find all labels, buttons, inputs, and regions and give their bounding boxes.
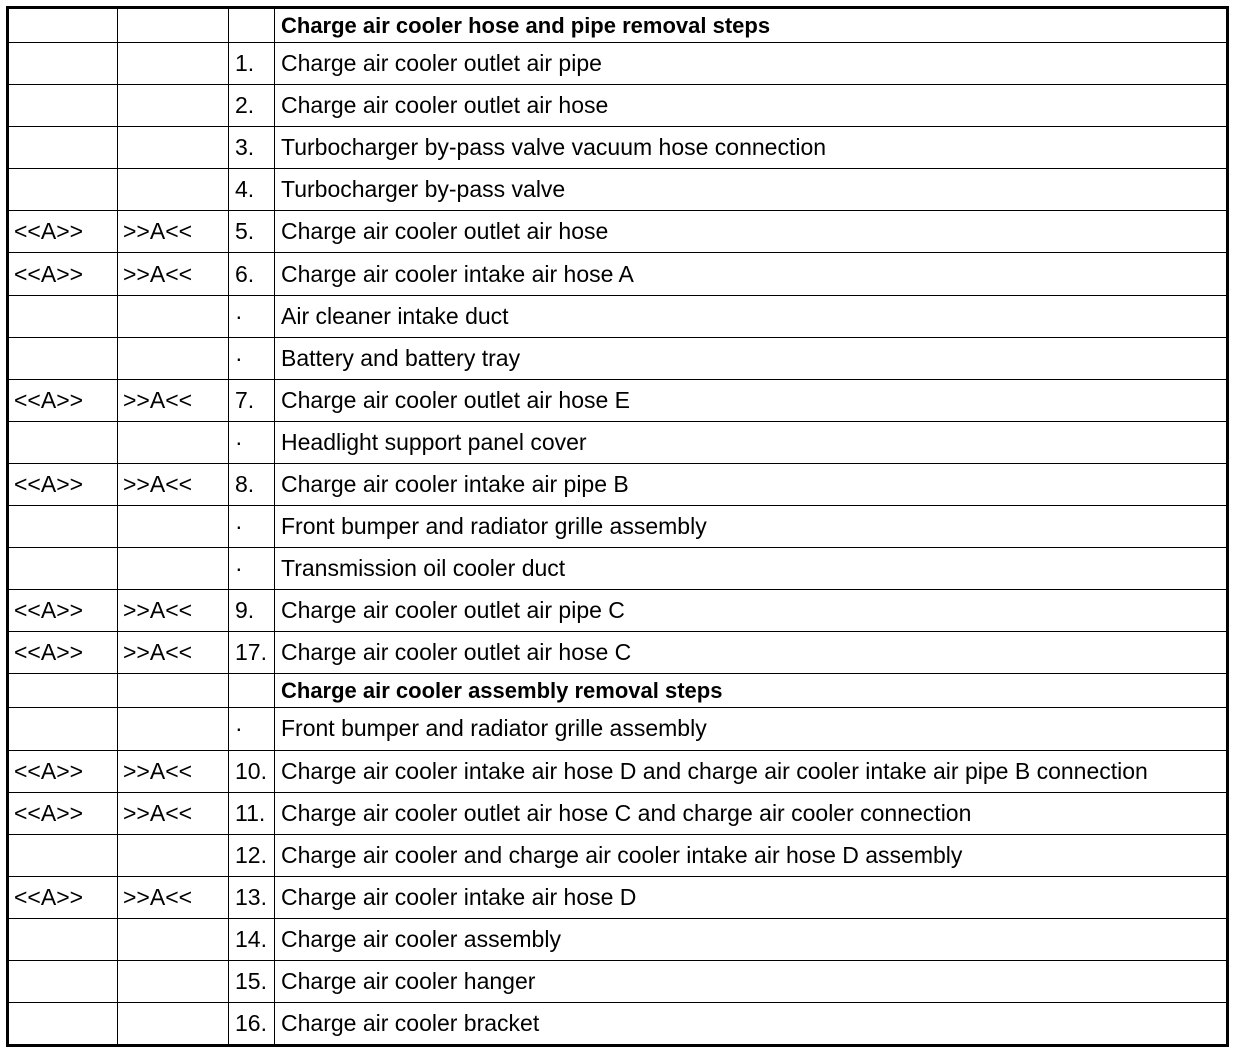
table-row — [8, 463, 1228, 505]
step-number-cell: 10. — [229, 750, 275, 792]
table-row — [8, 590, 1228, 632]
table-row — [8, 421, 1228, 463]
table-row — [8, 253, 1228, 295]
installation-reference-cell: >>A<< — [118, 211, 229, 253]
installation-reference-cell — [118, 127, 229, 169]
step-number-cell: 1. — [229, 43, 275, 85]
removal-reference-cell — [8, 337, 118, 379]
step-number-cell: 5. — [229, 211, 275, 253]
table-row — [8, 379, 1228, 421]
step-number-cell: 2. — [229, 85, 275, 127]
installation-reference-cell — [118, 506, 229, 548]
removal-reference-cell — [8, 43, 118, 85]
installation-reference-cell: >>A<< — [118, 590, 229, 632]
table-row — [8, 834, 1228, 876]
step-description-cell: Charge air cooler assembly — [275, 918, 1228, 960]
step-description-cell: Front bumper and radiator grille assembly — [275, 708, 1228, 750]
section-title-cell: Charge air cooler assembly removal steps — [275, 674, 1228, 708]
removal-reference-cell — [8, 295, 118, 337]
step-number-cell: 4. — [229, 169, 275, 211]
table-row — [8, 960, 1228, 1002]
installation-reference-cell — [118, 169, 229, 211]
step-description-cell: Transmission oil cooler duct — [275, 548, 1228, 590]
section-title-cell: Charge air cooler hose and pipe removal steps — [275, 8, 1228, 43]
removal-reference-cell — [8, 674, 118, 708]
installation-reference-cell: >>A<< — [118, 379, 229, 421]
removal-reference-cell — [8, 85, 118, 127]
removal-reference-cell: <<A>> — [8, 211, 118, 253]
installation-reference-cell — [118, 85, 229, 127]
removal-reference-cell — [8, 834, 118, 876]
removal-reference-cell: <<A>> — [8, 379, 118, 421]
removal-reference-cell: <<A>> — [8, 632, 118, 674]
step-number-cell: 3. — [229, 127, 275, 169]
step-number-cell: 9. — [229, 590, 275, 632]
step-description-cell: Headlight support panel cover — [275, 421, 1228, 463]
installation-reference-cell — [118, 674, 229, 708]
removal-reference-cell: <<A>> — [8, 792, 118, 834]
removal-reference-cell: <<A>> — [8, 750, 118, 792]
removal-steps-table — [6, 6, 1229, 1047]
installation-reference-cell — [118, 918, 229, 960]
step-number-cell: 11. — [229, 792, 275, 834]
installation-reference-cell: >>A<< — [118, 876, 229, 918]
table-row — [8, 876, 1228, 918]
table-row — [8, 127, 1228, 169]
step-description-cell: Charge air cooler intake air pipe B — [275, 463, 1228, 505]
installation-reference-cell — [118, 295, 229, 337]
step-number-cell — [229, 674, 275, 708]
step-description-cell: Turbocharger by-pass valve vacuum hose connection — [275, 127, 1228, 169]
step-number-cell: 16. — [229, 1003, 275, 1046]
step-description-cell: Charge air cooler intake air hose D — [275, 876, 1228, 918]
installation-reference-cell — [118, 834, 229, 876]
installation-reference-cell: >>A<< — [118, 750, 229, 792]
step-number-cell: 8. — [229, 463, 275, 505]
table-row — [8, 1003, 1228, 1046]
step-number-cell: 17. — [229, 632, 275, 674]
removal-reference-cell — [8, 960, 118, 1002]
step-number-cell: 14. — [229, 918, 275, 960]
removal-reference-cell: <<A>> — [8, 590, 118, 632]
installation-reference-cell: >>A<< — [118, 792, 229, 834]
step-description-cell: Battery and battery tray — [275, 337, 1228, 379]
step-description-cell: Front bumper and radiator grille assembly — [275, 506, 1228, 548]
installation-reference-cell — [118, 1003, 229, 1046]
step-description-cell: Charge air cooler intake air hose A — [275, 253, 1228, 295]
removal-reference-cell — [8, 169, 118, 211]
table-row — [8, 632, 1228, 674]
table-row — [8, 43, 1228, 85]
removal-reference-cell — [8, 708, 118, 750]
installation-reference-cell — [118, 337, 229, 379]
step-description-cell: Charge air cooler outlet air hose E — [275, 379, 1228, 421]
table-row — [8, 750, 1228, 792]
removal-reference-cell — [8, 548, 118, 590]
installation-reference-cell — [118, 43, 229, 85]
removal-reference-cell — [8, 1003, 118, 1046]
removal-reference-cell — [8, 421, 118, 463]
installation-reference-cell — [118, 421, 229, 463]
step-number-cell: · — [229, 295, 275, 337]
installation-reference-cell — [118, 8, 229, 43]
step-number-cell: · — [229, 708, 275, 750]
removal-reference-cell — [8, 8, 118, 43]
installation-reference-cell — [118, 708, 229, 750]
table-row — [8, 169, 1228, 211]
step-description-cell: Air cleaner intake duct — [275, 295, 1228, 337]
step-description-cell: Charge air cooler outlet air pipe — [275, 43, 1228, 85]
step-number-cell: · — [229, 506, 275, 548]
installation-reference-cell: >>A<< — [118, 632, 229, 674]
step-number-cell: · — [229, 337, 275, 379]
step-description-cell: Charge air cooler outlet air hose — [275, 211, 1228, 253]
step-number-cell: 7. — [229, 379, 275, 421]
table-row — [8, 792, 1228, 834]
step-number-cell — [229, 8, 275, 43]
removal-reference-cell: <<A>> — [8, 463, 118, 505]
step-description-cell: Charge air cooler bracket — [275, 1003, 1228, 1046]
step-number-cell: 13. — [229, 876, 275, 918]
step-number-cell: · — [229, 421, 275, 463]
table-row — [8, 211, 1228, 253]
step-number-cell: · — [229, 548, 275, 590]
step-description-cell: Charge air cooler outlet air hose C and charge air cooler connection — [275, 792, 1228, 834]
removal-reference-cell — [8, 918, 118, 960]
section-header-row — [8, 674, 1228, 708]
installation-reference-cell — [118, 960, 229, 1002]
step-description-cell: Charge air cooler and charge air cooler intake air hose D assembly — [275, 834, 1228, 876]
step-number-cell: 6. — [229, 253, 275, 295]
table-row — [8, 85, 1228, 127]
step-description-cell: Charge air cooler outlet air hose C — [275, 632, 1228, 674]
installation-reference-cell: >>A<< — [118, 253, 229, 295]
step-description-cell: Charge air cooler intake air hose D and charge air cooler intake air pipe B connection — [275, 750, 1228, 792]
table-row — [8, 548, 1228, 590]
step-description-cell: Charge air cooler hanger — [275, 960, 1228, 1002]
step-description-cell: Charge air cooler outlet air pipe C — [275, 590, 1228, 632]
table-row — [8, 708, 1228, 750]
removal-reference-cell — [8, 127, 118, 169]
installation-reference-cell — [118, 548, 229, 590]
step-description-cell: Turbocharger by-pass valve — [275, 169, 1228, 211]
table-row — [8, 506, 1228, 548]
table-row — [8, 918, 1228, 960]
step-number-cell: 12. — [229, 834, 275, 876]
removal-reference-cell — [8, 506, 118, 548]
removal-steps-body — [8, 8, 1228, 1046]
table-row — [8, 295, 1228, 337]
removal-reference-cell: <<A>> — [8, 876, 118, 918]
removal-reference-cell: <<A>> — [8, 253, 118, 295]
section-header-row — [8, 8, 1228, 43]
step-number-cell: 15. — [229, 960, 275, 1002]
installation-reference-cell: >>A<< — [118, 463, 229, 505]
step-description-cell: Charge air cooler outlet air hose — [275, 85, 1228, 127]
table-row — [8, 337, 1228, 379]
